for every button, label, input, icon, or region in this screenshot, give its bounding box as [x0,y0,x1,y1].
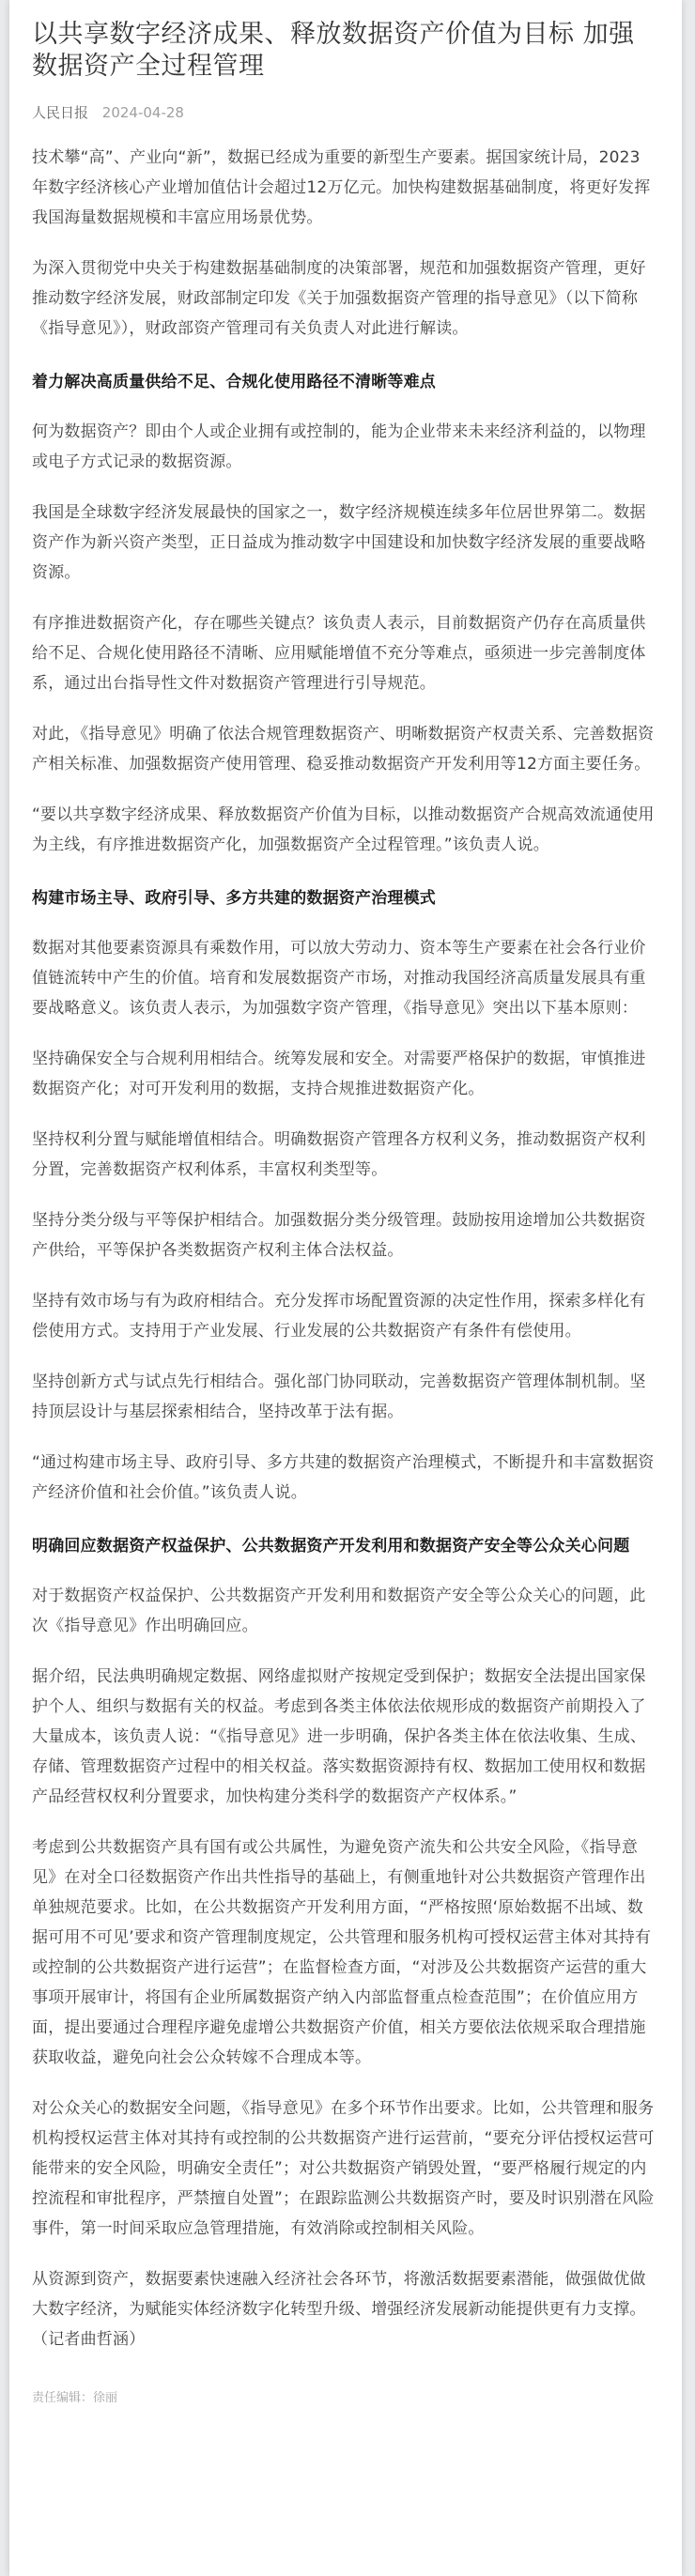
paragraph: 对于数据资产权益保护、公共数据资产开发利用和数据资产安全等公众关心的问题，此次《指导意见》作出明确回应。 [32,1587,646,1635]
section-heading: 着力解决高质量供给不足、合规化使用路径不清晰等难点 [32,373,436,391]
paragraph: 对公众关心的数据安全问题，《指导意见》在多个环节作出要求。比如，公共管理和服务机构授权运营主体对其持有或控制的公共数据资产进行运营前，“要充分评估授权运营可能带来的安全风险，明确安全责任”；对公共数据资产销毁处置，“要严格履行规定的内控流程和审批程序，严禁擅自处置”；在跟踪监测公共数据资产时，要及时识别潜在风险事件，第一时间采取应急管理措施，有效消除或控制相关风险。 [32,2099,655,2238]
paragraph: 何为数据资产？即由个人或企业拥有或控制的，能为企业带来未来经济利益的，以物理或电子方式记录的数据资源。 [32,422,646,471]
paragraph: 从资源到资产，数据要素快速融入经济社会各环节，将激活数据要素潜能，做强做优做大数字经济，为赋能实体经济数字化转型升级、增强经济发展新动能提供更有力支撑。（记者曲哲涵） [32,2270,646,2349]
article-meta [32,103,656,122]
paragraph: 坚持有效市场与有为政府相结合。充分发挥市场配置资源的决定性作用，探索多样化有偿使用方式。支持用于产业发展、行业发展的公共数据资产有条件有偿使用。 [32,1292,646,1341]
paragraph: 据介绍，民法典明确规定数据、网络虚拟财产按规定受到保护；数据安全法提出国家保护个人、组织与数据有关的权益。考虑到各类主体依法依规形成的数据资产前期投入了大量成本，该负责人说：“《指导意见》进一步明确，保护各类主体在依法收集、生成、存储、管理数据资产过程中的相关权益。落实数据资源持有权、数据加工使用权和数据产品经营权权利分置要求，加快构建分类科学的数据资产产权体系。” [32,1667,647,1806]
paragraph: 坚持分类分级与平等保护相结合。加强数据分类分级管理。鼓励按用途增加公共数据资产供给，平等保护各类数据资产权利主体合法权益。 [32,1211,646,1260]
source-name: 人民日报 [32,104,89,121]
paragraph: 有序推进数据资产化，存在哪些关键点？该负责人表示，目前数据资产仍存在高质量供给不足、合规化使用路径不清晰、应用赋能增值不充分等难点，亟须进一步完善制度体系，通过出台指导性文件对数据资产管理进行引导规范。 [32,614,646,693]
article-title: 以共享数字经济成果、释放数据资产价值为目标 加强数据资产全过程管理 [32,20,635,81]
editor-label: 责任编辑： [32,2391,94,2405]
section-heading: 明确回应数据资产权益保护、公共数据资产开发利用和数据资产安全等公众关心问题 [32,1537,630,1556]
article-body [32,143,656,2354]
section-heading: 构建市场主导、政府引导、多方共建的数据资产治理模式 [32,889,436,908]
paragraph: 坚持确保安全与合规利用相结合。统筹发展和安全。对需要严格保护的数据，审慎推进数据资产化；对可开发利用的数据，支持合规推进数据资产化。 [32,1050,646,1098]
paragraph: 坚持创新方式与试点先行相结合。强化部门协同联动，完善数据资产管理体制机制。坚持顶层设计与基层探索相结合，坚持改革于法有据。 [32,1372,646,1421]
paragraph: “通过构建市场主导、政府引导、多方共建的数据资产治理模式，不断提升和丰富数据资产经济价值和社会价值。”该负责人说。 [32,1453,655,1502]
editor-name: 徐丽 [93,2391,118,2405]
paragraph: 为深入贯彻党中央关于构建数据基础制度的决策部署，规范和加强数据资产管理，更好推动数字经济发展，财政部制定印发《关于加强数据资产管理的指导意见》（以下简称《指导意见》），财政部资产管理司有关负责人对此进行解读。 [32,259,646,338]
publish-date: 2024-04-28 [101,104,184,121]
article-card [9,0,682,2576]
paragraph: 数据对其他要素资源具有乘数作用，可以放大劳动力、资本等生产要素在社会各行业价值链流转中产生的价值。培育和发展数据资产市场，对推动我国经济高质量发展具有重要战略意义。该负责人表示，为加强数字资产管理，《指导意见》突出以下基本原则： [32,939,646,1018]
paragraph: 坚持权利分置与赋能增值相结合。明确数据资产管理各方权利义务，推动数据资产权利分置，完善数据资产权利体系，丰富权利类型等。 [32,1130,646,1179]
paragraph: 对此，《指导意见》明确了依法合规管理数据资产、明晰数据资产权责关系、完善数据资产相关标准、加强数据资产使用管理、稳妥推动数据资产开发利用等12方面主要任务。 [32,725,655,774]
paragraph: “要以共享数字经济成果、释放数据资产价值为目标，以推动数据资产合规高效流通使用为主线，有序推进数据资产化，加强数据资产全过程管理。”该负责人说。 [32,805,655,854]
editor-line [32,2390,656,2407]
paragraph: 考虑到公共数据资产具有国有或公共属性，为避免资产流失和公共安全风险，《指导意见》在对全口径数据资产作出共性指导的基础上，有侧重地针对公共数据资产管理作出单独规范要求。比如，在公共数据资产开发利用方面，“严格按照‘原始数据不出域、数据可用不可见’要求和资产管理制度规定，公共管理和服务机构可授权运营主体对其持有或控制的公共数据资产进行运营”；在监督检查方面，“对涉及公共数据资产运营的重大事项开展审计，将国有企业所属数据资产纳入内部监督重点检查范围”；在价值应用方面，提出要通过合理程序避免虚增公共数据资产价值，相关方要依法依规采取合理措施获取收益，避免向社会公众转嫁不合理成本等。 [32,1838,652,2067]
paragraph: 我国是全球数字经济发展最快的国家之一，数字经济规模连续多年位居世界第二。数据资产作为新兴资产类型，正日益成为推动数字中国建设和加快数字经济发展的重要战略资源。 [32,503,646,582]
paragraph: 技术攀“高”、产业向“新”，数据已经成为重要的新型生产要素。据国家统计局，2023年数字经济核心产业增加值估计会超过12万亿元。加快构建数据基础制度，将更好发挥我国海量数据规模和丰富应用场景优势。 [32,148,651,227]
